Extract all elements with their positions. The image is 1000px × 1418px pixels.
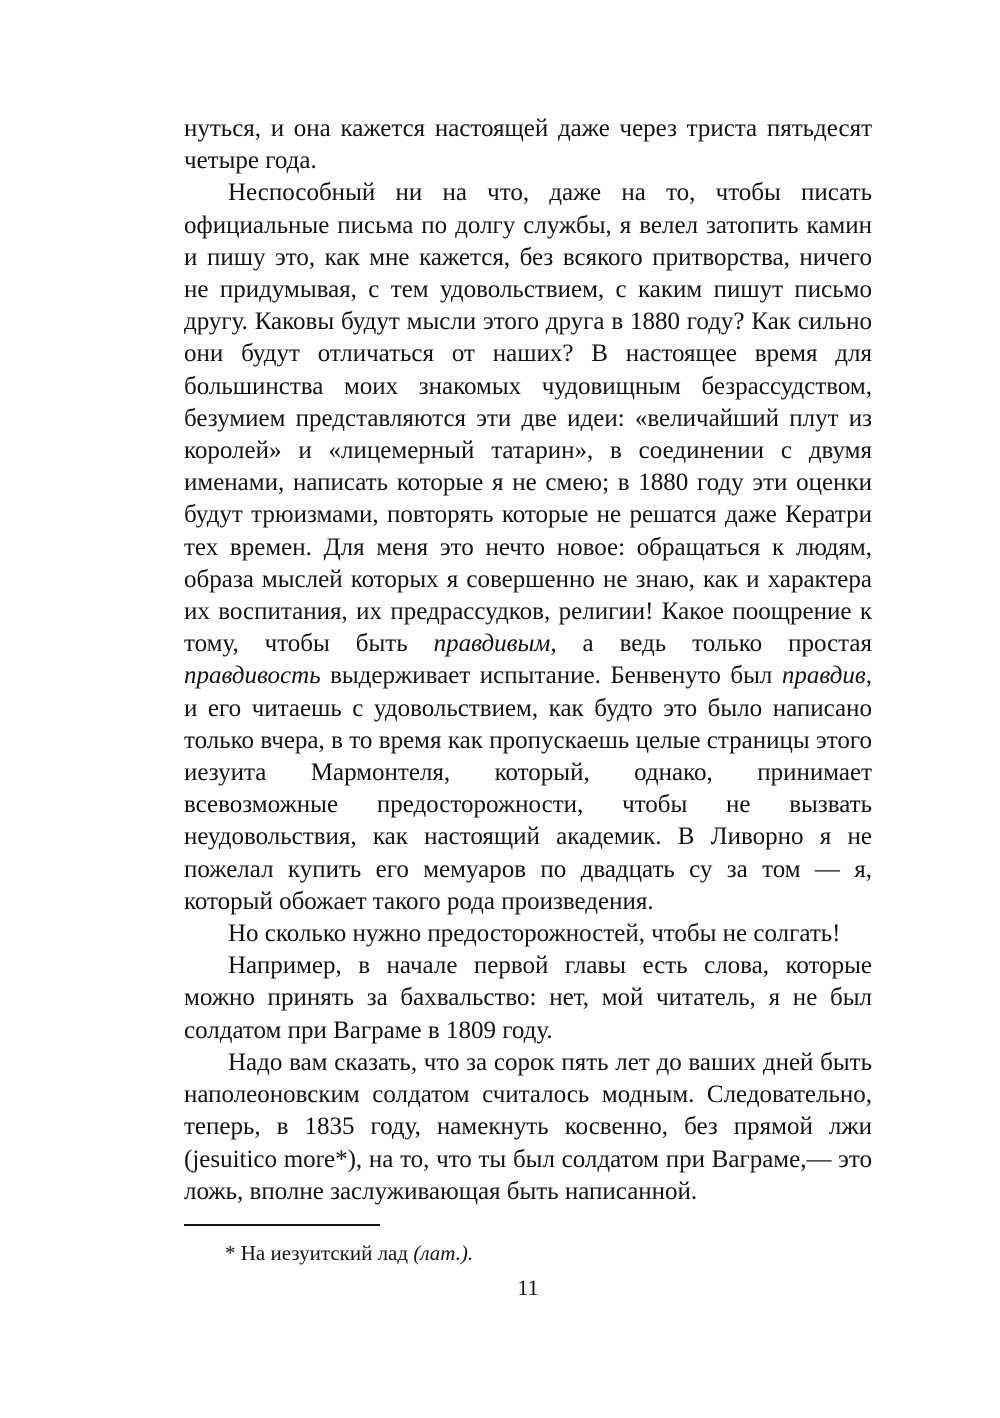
text-segment: Например, в начале первой главы есть слова, которые можно принять за бахвальство: нет, мой читатель, я не был солдатом при Ваграме в 1809 году. [184,952,872,1044]
paragraph [184,113,872,177]
italic-text: правдивым, [433,630,557,658]
footnote-marker: * [225,1241,236,1265]
paragraph [184,177,872,918]
page-number: 11 [517,1275,539,1300]
text-segment: Но сколько нужно предосторожностей, чтобы не солгать! [228,920,841,948]
text-segment: и его читаешь с удовольствием, как будто это было написано только вчера, в то время как пропускаешь целые страницы этого иезуита Мармонтеля, который, однако, принимает всевозможные предосторожности, чтобы не вызвать неудовольствия, как настоящий академик. В Ливорно я не пожелал купить его мемуаров по двадцать су за том — я, который обожает такого рода произведения. [184,694,872,915]
text-segment: выдерживает испытание. Бенвенуто был [320,662,782,690]
paragraph [184,918,872,950]
italic-text: правдивость [184,662,321,690]
paragraph [184,1047,872,1208]
footnote [225,1240,473,1266]
paragraph [184,950,872,1047]
text-segment: Надо вам сказать, что за сорок пять лет до ваших дней быть наполеоновским солдатом считалось модным. Следовательно, теперь, в 1835 году, намекнуть косвенно, без прямой лжи (jesuitico more*), на то, что ты был солдатом при Ваграме,— это ложь, вполне заслуживающая быть написанной. [184,1048,872,1205]
italic-text: правдив, [781,662,872,690]
footnote-text: На иезуитский лад [240,1241,409,1265]
text-segment: Неспособный ни на что, даже на то, чтобы писать официальные письма по долгу службы, я велел затопить камин и пишу это, как мне кажется, без всякого притворства, ничего не придумывая, с тем удовольствием, с каким пишут письмо другу. Каковы будут мысли этого друга в 1880 году? Как сильно они будут отличаться от наших? В настоящее время для большинства моих знакомых чудовищным безрассудством, безумием представляются эти две идеи: «величайший плут из королей» и «лицемерный татарин», в соединении с двумя именами, написать которые я не смею; в 1880 году эти оценки будут трюизмами, повторять которые не решатся даже Кератри тех времен. Для меня это нечто новое: обращаться к людям, образа мыслей которых я совершенно не знаю, как и характера их воспитания, их предрассудков, религии! Какое поощрение к тому, чтобы быть [184,179,872,658]
text-segment: а ведь только простая [556,630,872,658]
footnote-language-note: (лат.). [413,1241,474,1265]
page-body [184,113,872,1208]
text-segment: нуться, и она кажется настоящей даже через триста пятьдесят четыре года. [184,115,872,175]
footnote-divider [184,1224,380,1226]
